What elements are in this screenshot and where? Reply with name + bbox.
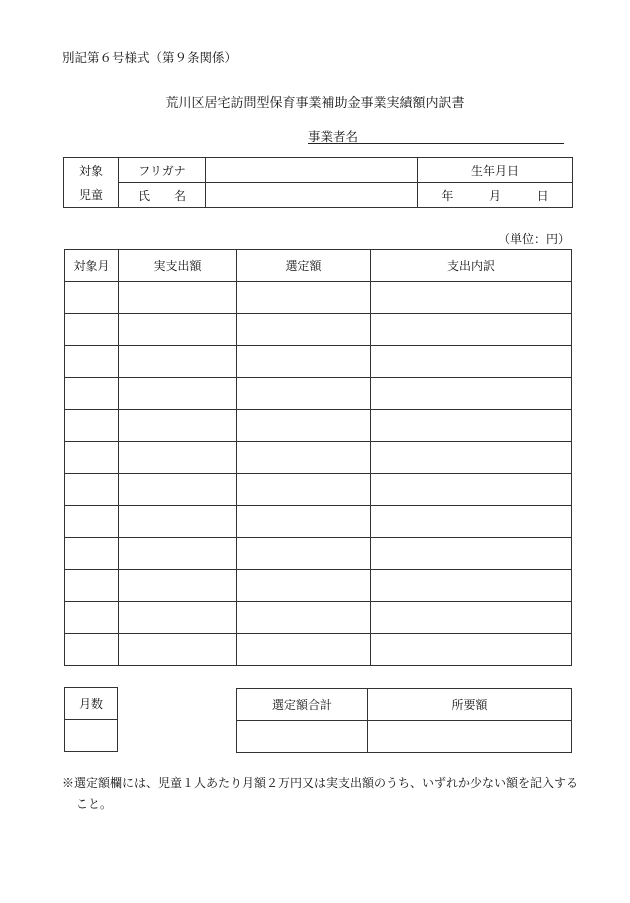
table-row	[65, 442, 572, 474]
target-child-label: 対象 児童	[64, 158, 119, 208]
expense-breakdown-cell[interactable]	[371, 634, 572, 666]
unit-label: （単位：円）	[498, 232, 571, 246]
selected-amount-cell[interactable]	[237, 346, 371, 378]
selected-total-label: 選定額合計	[237, 689, 368, 721]
selected-amount-cell[interactable]	[237, 538, 371, 570]
column-header-month: 対象月	[65, 250, 119, 282]
month-cell[interactable]	[65, 282, 119, 314]
column-header-selected-amount: 選定額	[237, 250, 371, 282]
selected-amount-cell[interactable]	[237, 282, 371, 314]
actual-expense-cell[interactable]	[119, 474, 237, 506]
table-row	[65, 602, 572, 634]
actual-expense-cell[interactable]	[119, 570, 237, 602]
expense-breakdown-cell[interactable]	[371, 506, 572, 538]
required-amount-field[interactable]	[368, 721, 572, 753]
required-amount-label: 所要額	[368, 689, 572, 721]
expense-breakdown-cell[interactable]	[371, 570, 572, 602]
actual-expense-cell[interactable]	[119, 538, 237, 570]
selected-amount-cell[interactable]	[237, 442, 371, 474]
selected-amount-cell[interactable]	[237, 474, 371, 506]
column-header-expense-breakdown: 支出内訳	[371, 250, 572, 282]
months-table	[64, 687, 118, 752]
document-title: 荒川区居宅訪問型保育事業補助金事業実績額内訳書	[165, 96, 465, 111]
table-row	[65, 474, 572, 506]
expense-breakdown-cell[interactable]	[371, 378, 572, 410]
actual-expense-cell[interactable]	[119, 410, 237, 442]
birth-day-label: 日	[536, 188, 549, 203]
actual-expense-cell[interactable]	[119, 634, 237, 666]
selected-total-field[interactable]	[237, 721, 368, 753]
month-cell[interactable]	[65, 570, 119, 602]
actual-expense-cell[interactable]	[119, 346, 237, 378]
birth-year-label: 年	[441, 188, 454, 203]
selected-amount-cell[interactable]	[237, 506, 371, 538]
actual-expense-cell[interactable]	[119, 506, 237, 538]
table-row	[65, 314, 572, 346]
month-cell[interactable]	[65, 410, 119, 442]
vendor-name-field[interactable]	[308, 143, 564, 144]
expense-breakdown-cell[interactable]	[371, 442, 572, 474]
table-row	[65, 378, 572, 410]
selected-amount-cell[interactable]	[237, 314, 371, 346]
month-cell[interactable]	[65, 538, 119, 570]
month-cell[interactable]	[65, 602, 119, 634]
furigana-field[interactable]	[206, 158, 418, 183]
expense-breakdown-cell[interactable]	[371, 282, 572, 314]
form-reference: 別記第６号様式（第９条関係）	[62, 50, 238, 65]
footnote-line-2: こと。	[76, 797, 113, 811]
footnote	[62, 773, 582, 815]
expense-breakdown-cell[interactable]	[371, 474, 572, 506]
selected-amount-cell[interactable]	[237, 602, 371, 634]
month-cell[interactable]	[65, 506, 119, 538]
month-cell[interactable]	[65, 474, 119, 506]
selected-amount-cell[interactable]	[237, 378, 371, 410]
actual-expense-cell[interactable]	[119, 314, 237, 346]
actual-expense-cell[interactable]	[119, 378, 237, 410]
furigana-label: フリガナ	[119, 158, 206, 183]
column-header-actual-expense: 実支出額	[119, 250, 237, 282]
expense-breakdown-cell[interactable]	[371, 538, 572, 570]
month-cell[interactable]	[65, 314, 119, 346]
name-field[interactable]	[206, 183, 418, 208]
table-row	[65, 506, 572, 538]
footnote-line-1: ※選定額欄には、児童１人あたり月額２万円又は実支出額のうち、いずれか少ない額を記入する	[62, 776, 579, 790]
expense-breakdown-cell[interactable]	[371, 602, 572, 634]
table-row	[65, 282, 572, 314]
birth-date-label: 生年月日	[418, 158, 573, 183]
month-cell[interactable]	[65, 378, 119, 410]
totals-table	[236, 688, 572, 753]
expense-breakdown-cell[interactable]	[371, 314, 572, 346]
table-row	[65, 634, 572, 666]
vendor-name-label: 事業者名	[308, 129, 359, 144]
months-label: 月数	[65, 688, 118, 720]
birth-date-field[interactable]	[418, 183, 573, 208]
child-info-table	[63, 157, 573, 208]
expense-table	[64, 249, 572, 666]
table-row	[65, 346, 572, 378]
table-row	[65, 570, 572, 602]
selected-amount-cell[interactable]	[237, 570, 371, 602]
expense-breakdown-cell[interactable]	[371, 410, 572, 442]
month-cell[interactable]	[65, 346, 119, 378]
actual-expense-cell[interactable]	[119, 442, 237, 474]
month-cell[interactable]	[65, 634, 119, 666]
table-row	[65, 538, 572, 570]
months-field[interactable]	[65, 720, 118, 752]
selected-amount-cell[interactable]	[237, 410, 371, 442]
actual-expense-cell[interactable]	[119, 602, 237, 634]
selected-amount-cell[interactable]	[237, 634, 371, 666]
month-cell[interactable]	[65, 442, 119, 474]
expense-breakdown-cell[interactable]	[371, 346, 572, 378]
name-label: 氏 名	[119, 183, 206, 208]
table-row	[65, 410, 572, 442]
birth-month-label: 月	[488, 188, 501, 203]
actual-expense-cell[interactable]	[119, 282, 237, 314]
